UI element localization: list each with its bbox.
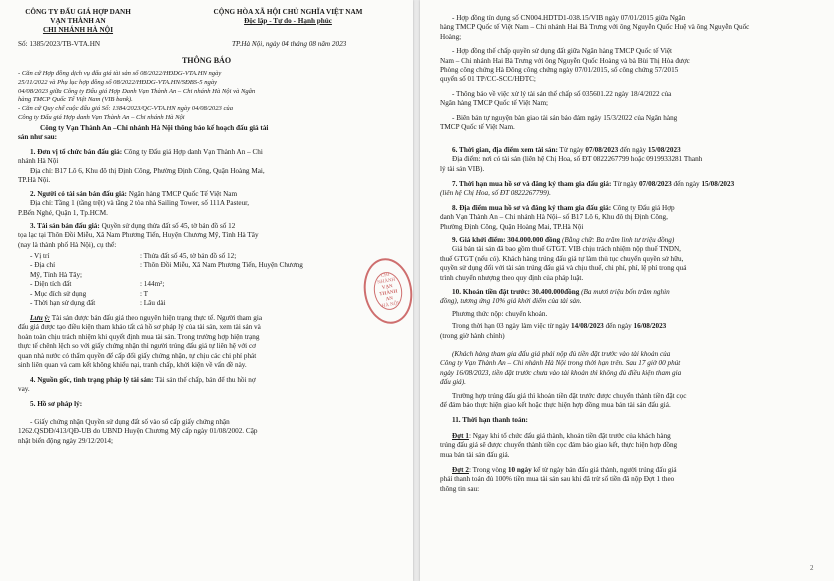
property-row: - Thời hạn sử dụng đất : Lâu dài bbox=[30, 299, 166, 308]
basis-line: 04/08/2023 giữa Công ty Đấu giá Hợp Danh Vạn Thành An – Chi nhánh Hà Nội và Ngân bbox=[18, 87, 256, 95]
property-row: Mỹ, Tỉnh Hà Tây; bbox=[30, 270, 83, 279]
payment-round-2: Đợt 2: Trong vòng 10 ngày kể từ ngày bán đấu giá thành, người trúng đấu giá phải thanh toán đủ 100% tiền mua tài sản sau khi đã trừ số tiền đã nộp Đợt 1 theo thông tin sau: bbox=[440, 466, 677, 493]
company-name-line-2: VẠN THÀNH AN bbox=[50, 17, 106, 25]
intro-line: Công ty Vạn Thành An –Chi nhánh Hà Nội thông báo kế hoạch đấu giá tài bbox=[40, 124, 269, 132]
section-4-title: 4. Nguồn gốc, tình trạng pháp lý tài sản: bbox=[30, 376, 154, 384]
section-2-text: Ngân hàng TMCP Quốc Tế Việt Nam bbox=[126, 190, 238, 198]
legal-documents-list: - Hợp đồng tín dụng số CN004.HDTD1-038.15/VIB ngày 07/01/2015 giữa Ngân hàng TMCP Quốc tế Việt Nam – Chi nhánh Hai Bà Trưng với ông Nguyễn Quốc Huệ và ông Nguyễn Quốc Hoàng; - Hợp đồng thế chấp quyền sử dụng đất giữa Ngân hàng TMCP Quốc tế Việt Nam – Chi nhánh Hai Bà Trưng với ông Nguyễn Quốc Hoàng và bà Bùi Thị Hòa được Phòng công chứng Hà Đông công chứng ngày 07/01/2015, số công chứng 57/2015 quyển số 01 TP/CC-SCC/HĐTC; - Thông báo về việc xử lý tài sản thế chấp số 035601.22 ngày 18/4/2022 của Ngân hàng TMCP Quốc tế Việt Nam; - Biên bản tự nguyện bàn giao tài sản bảo đảm ngày 15/3/2022 của Ngân hàng TMCP Quốc tế Việt Nam. bbox=[440, 14, 750, 132]
section-1-address: Địa chỉ: B17 Lô 6, Khu đô thị Định Công, Phường Định Công, Quận Hoàng Mai, bbox=[30, 166, 265, 175]
section-3-text: tọa lạc tại Thôn Đồi Miễu, Xã Nam Phương Tiến, Huyện Chương Mỹ, Tỉnh Hà Tây bbox=[18, 231, 259, 240]
basis-line: hàng TMCP Quốc Tế Việt Nam (VIB bank). bbox=[18, 96, 133, 104]
section-1-text: nhánh Hà Nội bbox=[18, 157, 59, 166]
property-row: - Vị trí : Thửa đất số 45, tờ bản đồ số 12; bbox=[30, 252, 237, 260]
document-title: THÔNG BÁO bbox=[181, 56, 232, 65]
section-9: 9. Giá khởi điểm: 304.000.000 đồng (Bằng chữ: Ba trăm linh tư triệu đồng) Giá bán tài sản đã bao gồm thuế GTGT. VIB chịu trách nhiệm nộp thuế TNDN, thuế GTGT (nếu có). Khách hàng trúng đấu giá tự làm thủ tục chuyển quyền sở hữu, quyền sử dụng đối với tài sản trúng đấu giá và chịu thuế, chi phí, phí, lệ phí trong quá trình chuyển nhượng theo quy định của pháp luật. bbox=[440, 236, 687, 282]
note-label: Lưu ý: bbox=[30, 314, 51, 322]
basis-line: - Căn cứ Quy chế cuộc đấu giá Số: 1384/2023/QC-VTA.HN ngày 04/08/2023 của bbox=[18, 105, 233, 113]
section-10: 10. Khoản tiền đặt trước: 30.400.000đồng (Ba mươi triệu bốn trăm nghìn đồng), tương ứng 10% giá khởi điểm của tài sản. Phương thức nộp: chuyển khoản. Trong thời hạn 03 ngày làm việc từ ngày 14/08/2023 đến ngày 16/08/2023 (trong giờ hành chính) bbox=[440, 288, 814, 341]
section-1-address: TP.Hà Nội. bbox=[18, 176, 51, 185]
section-6-title: 6. Thời gian, địa điểm xem tài sản: bbox=[452, 146, 558, 154]
section-5-title: 5. Hồ sơ pháp lý: bbox=[30, 400, 83, 408]
section-7-title: 7. Thời hạn mua hồ sơ và đăng ký tham gia đấu giá: bbox=[452, 180, 612, 188]
section-1-title: 1. Đơn vị tổ chức bán đấu giá: bbox=[30, 148, 123, 156]
section-8-title: 8. Địa điểm mua hồ sơ và đăng ký tham gia đấu giá: bbox=[452, 204, 612, 212]
basis-line: Công ty Đấu giá Hợp danh Vạn Thành An – Chi nhánh Hà Nội bbox=[18, 113, 185, 121]
national-title: CỘNG HÒA XÃ HỘI CHỦ NGHĨA VIỆT NAM bbox=[213, 8, 363, 16]
section-2-address: Địa chỉ: Tầng 1 (tầng trệt) và tầng 2 tòa nhà Sailing Tower, số 111A Pasteur, bbox=[30, 199, 250, 208]
page-number: 2 bbox=[810, 564, 814, 572]
national-motto: Độc lập - Tự do - Hạnh phúc bbox=[244, 17, 332, 25]
basis-line: - Căn cứ Hợp đồng dịch vụ đấu giá tài sản số 08/2022/HĐDG-VTA.HN ngày bbox=[18, 70, 222, 77]
section-7: 7. Thời hạn mua hồ sơ và đăng ký tham gia đấu giá: Từ ngày 07/08/2023 đến ngày 15/08/2023 (liên hệ Chị Hoa, số ĐT 0822267799). bbox=[440, 180, 735, 198]
property-details bbox=[30, 252, 360, 308]
company-seal-inner: CHI NHÁNH VẠN THÀNH AN HÀ NỘI bbox=[371, 270, 405, 312]
section-6: 6. Thời gian, địa điểm xem tài sản: Từ ngày 07/08/2023 đến ngày 15/08/2023 Địa điểm: nơi có tài sản (liên hệ Chị Hoa, số ĐT 0822267799 hoặc 0919933281 Thanh lý tài sản VIB). bbox=[440, 146, 703, 173]
company-branch: CHI NHÁNH HÀ NỘI bbox=[42, 26, 114, 34]
section-1-text: Công ty Đấu giá Hợp danh Vạn Thành An – Chi bbox=[122, 148, 263, 156]
section-2 bbox=[18, 190, 396, 218]
document-page-2 bbox=[420, 0, 834, 581]
deposit-amount: 30.400.000đồng bbox=[529, 288, 580, 296]
section-3-title: 3. Tài sản bán đấu giá: bbox=[30, 222, 100, 230]
payment-round-2-label: Đợt 2 bbox=[452, 466, 469, 474]
property-row: - Diện tích đất : 144m²; bbox=[30, 280, 165, 289]
basis-line: 25/11/2022 và Phụ lục hợp đồng số 08/2022/HĐDG-VTA.HN/SĐBS-5 ngày bbox=[18, 78, 218, 86]
deposit-conversion: Trường hợp trúng đấu giá thì khoản tiền đặt trước được chuyển thành tiền đặt cọc để đảm bảo thực hiện giao kết hoặc thực hiện hợp đồng mua bán tài sản đấu giá. bbox=[440, 392, 687, 410]
section-4: 4. Nguồn gốc, tình trạng pháp lý tài sản: Tài sản thế chấp, bán để thu hồi nợ vay. bbox=[18, 376, 256, 394]
section-8: 8. Địa điểm mua hồ sơ và đăng ký tham gia đấu giá: Công ty Đấu giá Hợp danh Vạn Thành An – Chi nhánh Hà Nội– số B17 Lô 6, Khu đô thị Định Công, Phường Định Công, Quận Hoàng Mai, TP.Hà Nội bbox=[440, 204, 675, 231]
section-3 bbox=[18, 222, 396, 250]
property-row: - Mục đích sử dụng : T bbox=[30, 289, 149, 298]
section-3-text: (nay là thành phố Hà Nội), cụ thể: bbox=[18, 240, 117, 249]
section-2-address: P.Bến Nghé, Quận 1, Tp.HCM. bbox=[18, 208, 108, 217]
document-date: TP.Hà Nội, ngày 04 tháng 08 năm 2023 bbox=[232, 40, 347, 48]
intro bbox=[18, 124, 396, 143]
document-page-1 bbox=[0, 0, 413, 581]
section-5 bbox=[18, 400, 396, 409]
legal-basis bbox=[18, 70, 396, 123]
property-row: - Địa chỉ : Thôn Đồi Miễu, Xã Nam Phương Tiến, Huyện Chương bbox=[30, 261, 303, 270]
section-5-text: - Giấy chứng nhận Quyền sử dụng đất số vào sổ cấp giấy chứng nhận 1262.QSDĐ/413/QĐ-UB do UBND Huyện Chương Mỹ cấp ngày 01/08/2002. Cập nhật biến động ngày 29/12/2014; bbox=[18, 418, 258, 445]
note: Lưu ý: Tài sản được bán đấu giá theo nguyên hiện trạng thực tế. Người tham gia đấu giá được tạo điều kiện tham khảo tất cả hồ sơ pháp lý của tài sản, xem tài sản và hoàn toàn chịu trách nhiệm khi quyết định mua tài sản. Trong trường hợp hiện trạng thực tế chênh lệch so với giấy chứng nhận thì người trúng đấu giá tự liên hệ với cơ quan nhà nước có thẩm quyền để cấp đổi giấy chứng nhận, tự chịu các chi phí phát sinh liên quan và cam kết không khiếu nại, tranh chấp, khởi kiện về vấn đề này. bbox=[18, 314, 263, 370]
payment-round-1-label: Đợt 1 bbox=[452, 432, 469, 440]
section-1 bbox=[18, 148, 396, 186]
company-name-line-1: CÔNG TY ĐẤU GIÁ HỢP DANH bbox=[25, 8, 131, 16]
section-9-title: 9. Giá khởi điểm: bbox=[452, 236, 506, 244]
starting-price: 304.000.000 đồng bbox=[505, 236, 561, 244]
section-10-title: 10. Khoản tiền đặt trước: bbox=[452, 288, 530, 296]
deposit-note: (Khách hàng tham gia đấu giá phải nộp đủ tiền đặt trước vào tài khoản của Công ty Vạn Thành An – Chi nhánh Hà Nội trong thời hạn trên. Sau 17 giờ 00 phút ngày 16/08/2023, tiền đặt trước chưa vào tài khoản thì không đủ điều kiện tham gia đấu giá). bbox=[440, 350, 682, 387]
document-number: Số: 1385/2023/TB-VTA.HN bbox=[18, 40, 101, 48]
intro-line: sản như sau: bbox=[18, 133, 58, 142]
payment-method: Phương thức nộp: chuyển khoản. bbox=[452, 309, 548, 318]
section-11-title: 11. Thời hạn thanh toán: bbox=[452, 416, 528, 424]
section-2-title: 2. Người có tài sản bán đấu giá: bbox=[30, 190, 127, 198]
payment-round-1: Đợt 1: Ngay khi tổ chức đấu giá thành, khoản tiền đặt trước của khách hàng trúng đấu giá sẽ được chuyển thành tiền cọc đảm bảo giao kết, thực hiện hợp đồng mua bán tài sản đấu giá. bbox=[440, 432, 678, 459]
section-3-text: Quyền sử dụng thửa đất số 45, tờ bản đồ số 12 bbox=[99, 222, 236, 230]
